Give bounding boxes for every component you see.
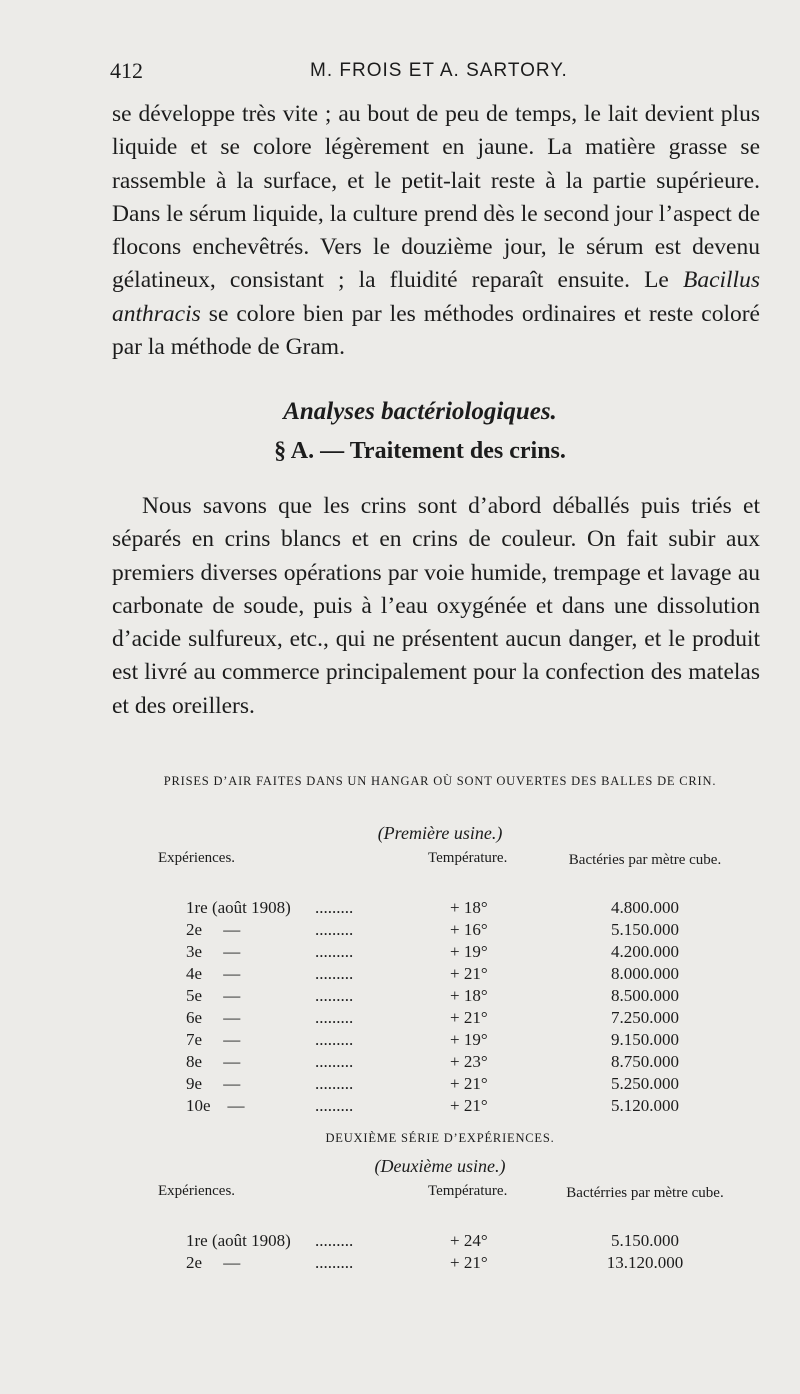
table-row <box>150 1253 730 1275</box>
experience-cell: 5e — <box>186 986 241 1005</box>
table-1-header <box>150 850 730 898</box>
col-temperature: Température. <box>428 850 508 866</box>
species-name: Bacillus anthracis <box>112 267 760 327</box>
paragraph-1-text: se développe très vite ; au bout de peu de temps, le lait devient plus liquide et se colore légèrement en jaune. La matière grasse se rassemble à la surface, et le petit-lait reste à la partie supérieure. Dans le sérum liquide, la culture prend dès le second jour l’aspect de flocons enchevêtrés. Vers le douzième jour, le sérum est devenu gélatineux, consistant ; la fluidité reparaît ensuite. Le <box>112 101 760 294</box>
experience-cell: 1re (août 1908) <box>186 898 291 917</box>
table-row <box>150 942 730 964</box>
leader-dots: ......... <box>315 942 354 961</box>
table-1 <box>150 850 730 1118</box>
table-row <box>150 964 730 986</box>
table-row <box>150 898 730 920</box>
page-number: 412 <box>110 58 143 83</box>
temperature-cell: + 18° <box>450 986 488 1005</box>
table-2-subcaption: (Deuxième usine.) <box>374 1156 506 1176</box>
experience-cell: 2e — <box>186 920 241 939</box>
leader-dots: ......... <box>315 1008 354 1027</box>
table-2-body <box>150 1231 730 1275</box>
experience-cell: 8e — <box>186 1052 241 1071</box>
temperature-cell: + 18° <box>450 898 488 917</box>
bacteria-count-cell: 5.150.000 <box>611 1231 679 1250</box>
subsection-title: § A. — Traitement des crins. <box>274 438 566 464</box>
experience-cell: 2e — <box>186 1253 241 1272</box>
temperature-cell: + 19° <box>450 1030 488 1049</box>
experience-cell: 10e — <box>186 1096 245 1115</box>
bacteria-count-cell: 5.250.000 <box>611 1074 679 1093</box>
col-bacteries: Bactérries par mètre cube. <box>566 1185 724 1201</box>
table-row <box>150 1096 730 1118</box>
paragraph-2: Nous savons que les crins sont d’abord déballés puis triés et séparés en crins blancs et en crins de couleur. On fait subir aux premiers diverses opérations par voie humide, trempage et lavage au carbonate de soude, puis à l’eau oxygénée et dans une dissolution d’acide sulfureux, etc., qui ne présentent aucun danger, et le produit est livré au commerce principalement pour la confection des matelas et des oreillers. <box>112 493 760 719</box>
table-row <box>150 1231 730 1253</box>
experience-cell: 6e — <box>186 1008 241 1027</box>
leader-dots: ......... <box>315 1052 354 1071</box>
temperature-cell: + 23° <box>450 1052 488 1071</box>
leader-dots: ......... <box>315 1253 354 1272</box>
table-1-body <box>150 898 730 1118</box>
bacteria-count-cell: 5.150.000 <box>611 920 679 939</box>
temperature-cell: + 16° <box>450 920 488 939</box>
table-2 <box>150 1183 730 1275</box>
bacteria-count-cell: 4.200.000 <box>611 942 679 961</box>
temperature-cell: + 21° <box>450 1074 488 1093</box>
bacteria-count-cell: 8.000.000 <box>611 964 679 983</box>
table-row <box>150 1008 730 1030</box>
temperature-cell: + 21° <box>450 1096 488 1115</box>
col-experiences: Expériences. <box>158 1183 236 1199</box>
temperature-cell: + 21° <box>450 964 488 983</box>
bacteria-count-cell: 8.500.000 <box>611 986 679 1005</box>
paragraph-1-text-end: se colore bien par les méthodes ordinaires et reste coloré par la méthode de Gram. <box>112 300 760 361</box>
table-row <box>150 1074 730 1096</box>
experience-cell: 3e — <box>186 942 241 961</box>
leader-dots: ......... <box>315 1030 354 1049</box>
experience-cell: 1re (août 1908) <box>186 1231 291 1250</box>
temperature-cell: + 24° <box>450 1231 488 1250</box>
leader-dots: ......... <box>315 1074 354 1093</box>
page-header <box>110 56 760 88</box>
leader-dots: ......... <box>315 920 354 939</box>
running-title: M. FROIS ET A. SARTORY. <box>310 60 568 81</box>
leader-dots: ......... <box>315 964 354 983</box>
experience-cell: 4e — <box>186 964 241 983</box>
leader-dots: ......... <box>315 898 354 917</box>
col-experiences: Expériences. <box>158 850 236 866</box>
experience-cell: 7e — <box>186 1030 241 1049</box>
bacteria-count-cell: 13.120.000 <box>606 1253 684 1272</box>
temperature-cell: + 19° <box>450 942 488 961</box>
paragraph-1 <box>112 98 760 364</box>
bacteria-count-cell: 4.800.000 <box>611 898 679 917</box>
leader-dots: ......... <box>315 1231 354 1250</box>
table-2-header <box>150 1183 730 1231</box>
experience-cell: 9e — <box>186 1074 241 1093</box>
table-row <box>150 920 730 942</box>
table-2-caption: DEUXIÈME SÉRIE D’EXPÉRIENCES. <box>325 1131 555 1145</box>
temperature-cell: + 21° <box>450 1008 488 1027</box>
leader-dots: ......... <box>315 1096 354 1115</box>
col-bacteries: Bactéries par mètre cube. <box>568 852 722 868</box>
table-1-caption: PRISES D’AIR FAITES DANS UN HANGAR OÙ SONT OUVERTES DES BALLES DE CRIN. <box>163 774 717 788</box>
section-title: Analyses bactériologiques. <box>283 398 557 425</box>
table-row <box>150 1052 730 1074</box>
table-row <box>150 1030 730 1052</box>
table-1-subcaption: (Première usine.) <box>377 823 503 843</box>
bacteria-count-cell: 5.120.000 <box>611 1096 679 1115</box>
bacteria-count-cell: 7.250.000 <box>611 1008 679 1027</box>
bacteria-count-cell: 8.750.000 <box>611 1052 679 1071</box>
leader-dots: ......... <box>315 986 354 1005</box>
col-temperature: Température. <box>428 1183 508 1199</box>
bacteria-count-cell: 9.150.000 <box>611 1030 679 1049</box>
table-row <box>150 986 730 1008</box>
temperature-cell: + 21° <box>450 1253 488 1272</box>
